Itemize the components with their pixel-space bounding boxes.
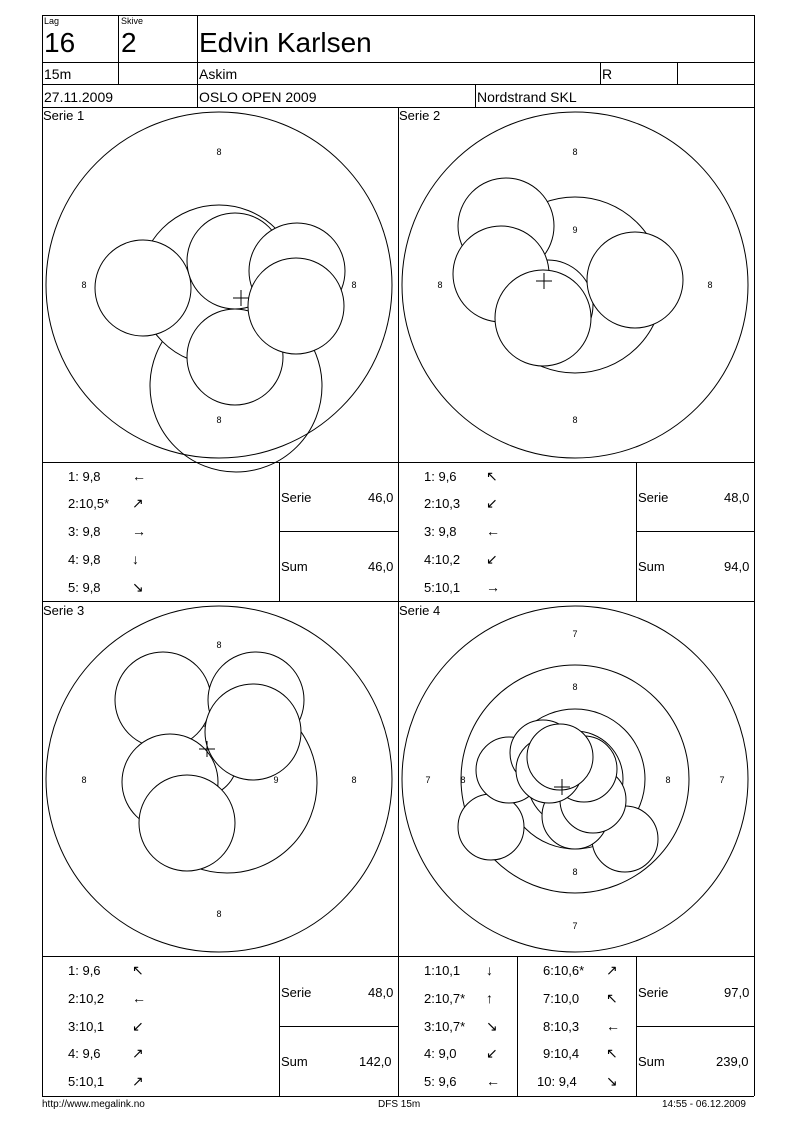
ring-label: 8 xyxy=(572,682,578,692)
serie-value: 97,0 xyxy=(724,985,750,1000)
sum-label: Sum xyxy=(281,559,308,574)
ring-label: 8 xyxy=(351,280,357,290)
target-serie-3 xyxy=(42,601,398,956)
shot-row: 10: 9,4 xyxy=(537,1074,577,1089)
shot-hole-1 xyxy=(95,240,191,336)
shot-row: 3: 9,8 xyxy=(424,524,457,539)
arrow-down-right-icon: ↘ xyxy=(606,1073,618,1089)
target-serie-1 xyxy=(42,107,398,462)
sum-value: 142,0 xyxy=(359,1054,392,1069)
arrow-up-left-icon: ↖ xyxy=(606,1045,618,1061)
arrow-down-right-icon: ↘ xyxy=(132,579,144,595)
arrow-down-left-icon: ↙ xyxy=(132,1018,144,1034)
serie-2-title: Serie 2 xyxy=(399,108,441,123)
shot-row: 4: 9,0 xyxy=(424,1046,457,1061)
sum-label: Sum xyxy=(281,1054,308,1069)
shot-row: 1:10,1 xyxy=(424,963,461,978)
arrow-down-icon: ↓ xyxy=(132,551,139,567)
serie-1-title: Serie 1 xyxy=(43,108,85,123)
shot-row: 1: 9,6 xyxy=(424,469,457,484)
shot-row: 5:10,1 xyxy=(68,1074,105,1089)
shot-row: 4: 9,6 xyxy=(68,1046,101,1061)
arrow-right-icon: → xyxy=(486,579,500,595)
shot-hole-3 xyxy=(205,684,301,780)
ring-label: 9 xyxy=(572,225,578,235)
ring-label: 8 xyxy=(216,640,222,650)
club: Askim xyxy=(199,66,238,82)
arrow-left-icon: ← xyxy=(132,990,146,1006)
shot-row: 5:10,1 xyxy=(424,580,461,595)
ring-label: 7 xyxy=(572,629,578,639)
ring-label: 8 xyxy=(216,147,222,157)
shot-row: 2:10,7* xyxy=(424,991,466,1006)
serie-value: 48,0 xyxy=(368,985,394,1000)
ring-label: 8 xyxy=(437,280,443,290)
shot-hole-2 xyxy=(527,724,593,790)
event-name: OSLO OPEN 2009 xyxy=(199,89,317,105)
ring-label: 7 xyxy=(572,921,578,931)
arrow-left-icon: ← xyxy=(132,468,146,484)
shot-row: 2:10,2 xyxy=(68,991,105,1006)
arrow-up-right-icon: ↗ xyxy=(132,1073,144,1089)
ring-label: 8 xyxy=(216,415,222,425)
sum-label: Sum xyxy=(638,1054,665,1069)
sum-value: 239,0 xyxy=(716,1054,749,1069)
arrow-down-left-icon: ↙ xyxy=(486,1045,498,1061)
ring-label: 8 xyxy=(572,867,578,877)
arrow-left-icon: ← xyxy=(486,523,500,539)
target-serie-2 xyxy=(398,107,754,462)
arrow-down-right-icon: ↘ xyxy=(486,1018,498,1034)
ring-label: 8 xyxy=(572,415,578,425)
ring-label: 7 xyxy=(719,775,725,785)
shot-row: 2:10,5* xyxy=(68,496,110,511)
footer-timestamp: 14:55 - 06.12.2009 xyxy=(662,1099,746,1110)
target-serie-4 xyxy=(398,601,754,956)
ring-label: 8 xyxy=(665,775,671,785)
serie-label: Serie xyxy=(281,985,312,1000)
arrow-up-icon: ↑ xyxy=(486,990,493,1006)
shot-row: 5: 9,6 xyxy=(424,1074,457,1089)
ring-label: 7 xyxy=(425,775,431,785)
arrow-up-right-icon: ↗ xyxy=(606,962,618,978)
serie-label: Serie xyxy=(281,490,312,505)
class: R xyxy=(602,66,613,82)
serie-value: 46,0 xyxy=(368,490,394,505)
skive-label: Skive xyxy=(121,16,144,26)
arrow-up-right-icon: ↗ xyxy=(132,495,144,511)
ring-label: 8 xyxy=(460,775,466,785)
shot-row: 1: 9,8 xyxy=(68,469,101,484)
shot-hole-5 xyxy=(139,775,235,871)
arrow-up-left-icon: ↖ xyxy=(606,990,618,1006)
lag-value: 16 xyxy=(44,27,76,58)
shot-hole-4 xyxy=(495,270,591,366)
ring-label: 8 xyxy=(351,775,357,785)
shot-row: 5: 9,8 xyxy=(68,580,101,595)
shot-row: 2:10,3 xyxy=(424,496,461,511)
ring-label: 8 xyxy=(81,775,87,785)
lag-label: Lag xyxy=(44,16,60,26)
shot-row: 8:10,3 xyxy=(543,1019,580,1034)
sum-value: 94,0 xyxy=(724,559,750,574)
shot-hole-5 xyxy=(248,258,344,354)
ring-label: 8 xyxy=(572,147,578,157)
skive-value: 2 xyxy=(121,27,137,58)
serie-label: Serie xyxy=(638,985,669,1000)
arrow-left-icon: ← xyxy=(486,1073,500,1089)
shot-row: 4: 9,8 xyxy=(68,552,101,567)
date: 27.11.2009 xyxy=(44,89,114,105)
ring-label: 8 xyxy=(707,280,713,290)
arrow-right-icon: → xyxy=(132,523,146,539)
arrow-down-left-icon: ↙ xyxy=(486,551,498,567)
arrow-down-icon: ↓ xyxy=(486,962,493,978)
shot-row: 4:10,2 xyxy=(424,552,461,567)
distance: 15m xyxy=(44,66,72,82)
sum-label: Sum xyxy=(638,559,665,574)
arrow-up-left-icon: ↖ xyxy=(132,962,144,978)
shot-row: 6:10,6* xyxy=(543,963,585,978)
footer-url[interactable]: http://www.megalink.no xyxy=(42,1099,145,1110)
ring-label: 8 xyxy=(81,280,87,290)
shooter-name: Edvin Karlsen xyxy=(199,27,372,58)
serie-value: 48,0 xyxy=(724,490,750,505)
ring-label: 9 xyxy=(273,775,279,785)
ring-label: 8 xyxy=(216,909,222,919)
sum-value: 46,0 xyxy=(368,559,394,574)
shot-hole-1 xyxy=(115,652,211,748)
serie-label: Serie xyxy=(638,490,669,505)
serie-3-title: Serie 3 xyxy=(43,603,85,618)
shot-row: 1: 9,6 xyxy=(68,963,101,978)
arrow-left-icon: ← xyxy=(606,1018,620,1034)
shot-row: 7:10,0 xyxy=(543,991,580,1006)
organizer: Nordstrand SKL xyxy=(477,89,577,105)
shot-row: 3: 9,8 xyxy=(68,524,101,539)
shot-hole-4 xyxy=(458,794,524,860)
serie-4-title: Serie 4 xyxy=(399,603,441,618)
shot-hole-2 xyxy=(587,232,683,328)
shot-row: 3:10,7* xyxy=(424,1019,466,1034)
shot-row: 3:10,1 xyxy=(68,1019,105,1034)
arrow-up-left-icon: ↖ xyxy=(486,468,498,484)
shot-row: 9:10,4 xyxy=(543,1046,580,1061)
arrow-down-left-icon: ↙ xyxy=(486,495,498,511)
arrow-up-right-icon: ↗ xyxy=(132,1045,144,1061)
footer-system: DFS 15m xyxy=(378,1099,421,1110)
